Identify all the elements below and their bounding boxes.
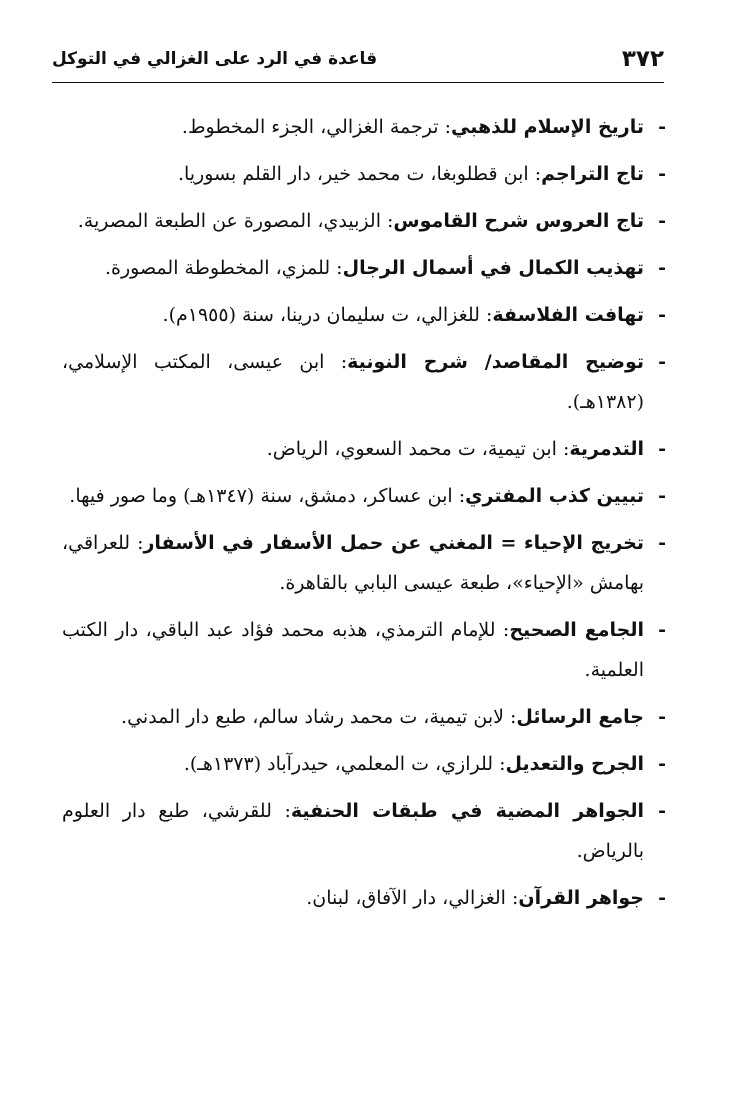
list-dash: - <box>658 706 666 728</box>
list-dash: - <box>658 438 666 460</box>
bibliography-entry <box>62 342 666 422</box>
list-dash: - <box>658 619 666 641</box>
entry-title: الجواهر المضية في طبقات الحنفية <box>290 800 645 822</box>
bibliography-entry <box>62 154 666 194</box>
entry-title: تاريخ الإسلام للذهبي <box>451 116 644 138</box>
bibliography-entry <box>62 878 666 918</box>
entry-details: : ابن عيسى، المكتب الإسلامي، (١٣٨٢هـ). <box>62 351 644 413</box>
list-dash: - <box>658 116 666 138</box>
entry-title: تخريج الإحياء = المغني عن حمل الأسفار في الأسفار <box>143 532 644 554</box>
entry-details: : الزبيدي، المصورة عن الطبعة المصرية. <box>77 210 394 232</box>
running-title: قاعدة في الرد على الغزالي في التوكل <box>52 49 378 69</box>
bibliography-list <box>62 107 666 925</box>
bibliography-entry <box>62 744 666 784</box>
list-dash: - <box>658 887 666 909</box>
entry-title: تاج العروس شرح القاموس <box>393 210 644 232</box>
entry-title: جواهر القرآن <box>518 887 644 909</box>
bibliography-entry <box>62 697 666 737</box>
entry-title: الجامع الصحيح <box>509 619 645 641</box>
list-dash: - <box>658 485 666 507</box>
entry-title: التدمرية <box>569 438 644 460</box>
list-dash: - <box>658 163 666 185</box>
list-dash: - <box>658 800 666 822</box>
entry-details: : للإمام الترمذي، هذبه محمد فؤاد عبد الباقي، دار الكتب العلمية. <box>62 619 644 681</box>
entry-title: الجرح والتعديل <box>505 753 644 775</box>
entry-details: : ابن تيمية، ت محمد السعوي، الرياض. <box>266 438 570 460</box>
bibliography-entry <box>62 429 666 469</box>
entry-title: تاج التراجم <box>541 163 644 185</box>
list-dash: - <box>658 532 666 554</box>
entry-details: : للغزالي، ت سليمان درينا، سنة (١٩٥٥م). <box>162 304 493 326</box>
entry-title: جامع الرسائل <box>516 706 644 728</box>
list-dash: - <box>658 257 666 279</box>
entry-details: : لابن تيمية، ت محمد رشاد سالم، طبع دار المدني. <box>121 706 517 728</box>
entry-details: : ترجمة الغزالي، الجزء المخطوط. <box>181 116 452 138</box>
bibliography-entry <box>62 791 666 871</box>
entry-details: : الغزالي، دار الآفاق، لبنان. <box>306 887 519 909</box>
entry-title: تهذيب الكمال في أسمال الرجال <box>342 257 644 279</box>
header-rule <box>52 82 664 83</box>
entry-details: : للقرشي، طبع دار العلوم بالرياض. <box>62 800 644 862</box>
list-dash: - <box>658 304 666 326</box>
entry-details: : ابن عساكر، دمشق، سنة (١٣٤٧هـ) وما صور فيها. <box>69 485 466 507</box>
entry-details: : للمزي، المخطوطة المصورة. <box>104 257 343 279</box>
bibliography-entry <box>62 295 666 335</box>
bibliography-entry <box>62 610 666 690</box>
entry-details: : للعراقي، بهامش «الإحياء»، طبعة عيسى البابي بالقاهرة. <box>62 532 644 594</box>
entry-title: تهافت الفلاسفة <box>492 304 644 326</box>
page-header <box>52 38 664 80</box>
list-dash: - <box>658 351 666 373</box>
list-dash: - <box>658 210 666 232</box>
entry-title: تبيين كذب المفتري <box>465 485 644 507</box>
bibliography-entry <box>62 107 666 147</box>
page-number: ٣٧٢ <box>621 46 664 72</box>
entry-details: : للرازي، ت المعلمي، حيدرآباد (١٣٧٣هـ). <box>183 753 506 775</box>
bibliography-entry <box>62 476 666 516</box>
entry-title: توضيح المقاصد/ شرح النونية <box>347 351 645 373</box>
list-dash: - <box>658 753 666 775</box>
entry-details: : ابن قطلوبغا، ت محمد خير، دار القلم بسوريا. <box>177 163 542 185</box>
bibliography-entry <box>62 248 666 288</box>
bibliography-entry <box>62 523 666 603</box>
bibliography-entry <box>62 201 666 241</box>
